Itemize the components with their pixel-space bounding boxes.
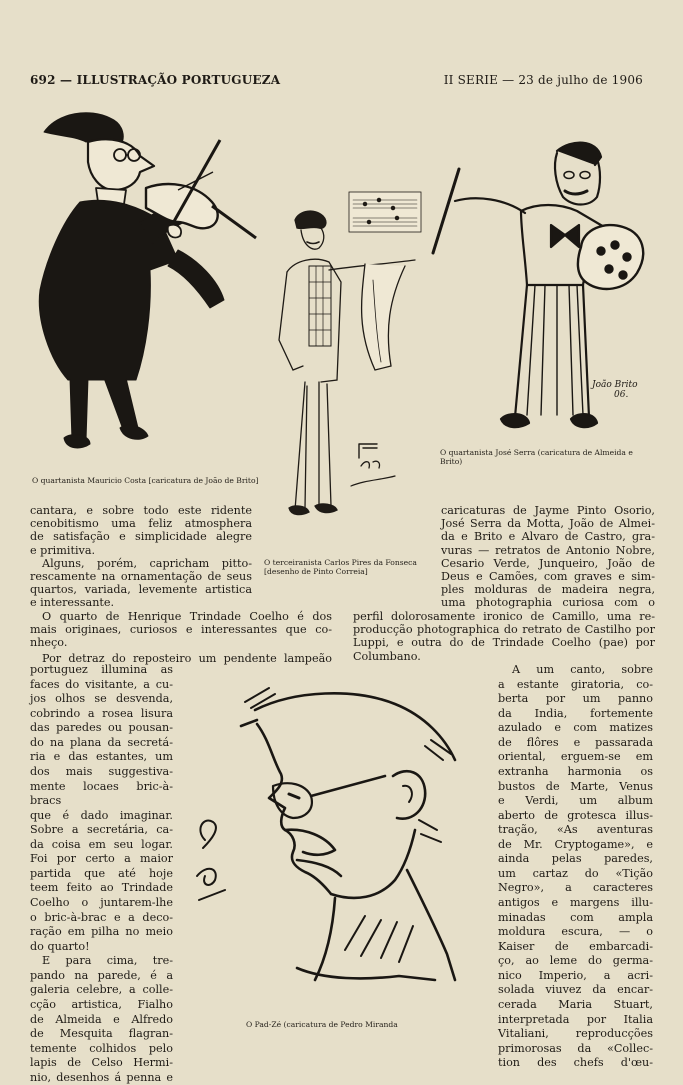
text-wide-paragraph: O quarto de Henrique Trindade Coelho é dos mais originaes, curiosos e interessantes que co- nheço. Por detraz do reposteiro um pendente lampeão [30,610,332,665]
pires-caricature [265,190,440,535]
brito-signature: João Brito 06. [592,380,638,400]
text-col-left-narrow: portuguez illumina as faces do visitante, a cu- jos olhos se desvenda, cobrindo a rosea lisura das paredes ou pousan- do na plana da secretá- ria e das estantes, um dos mais suggestiva- mente locaes bric-à-bracs que é dado imaginar. Sobre a secretária, ca- da coisa em seu logar. Foi por certo a maior partida que até hoje teem feito ao Trindade Coelho o juntarem-lhe o bric-à-brac e a deco- ração em pilha no meio do quarto! E para cima, tre- pando na parede, é a galeria celebre, a colle- cção artistica, Fialho de Almeida e Alfredo de Mesquita flagran- temente colhidos pelo lapis de Celso Hermi- nio, desenhos á penna e [30,663,173,1084]
text-col-left-top: cantara, e sobre todo este ridente cenobitismo uma feliz atmosphera de satisfação e simplicidade alegre e primitiva. Alguns, porém, capricham pitto- rescamente na ornamentação de seus quartos, variada, levemente artistica e interessante. [30,504,252,610]
running-title: 692 — ILLUSTRAÇÃO PORTUGUEZA [30,73,281,87]
costa-caption: O quartanista Mauricio Costa [caricatura de João de Brito] [32,476,259,485]
padze-caption: O Pad-Zé (caricatura de Pedro Miranda [246,1020,398,1029]
text-col-right-top: caricaturas de Jayme Pinto Osorio, José Serra da Motta, João de Almei- da e Brito e Alvaro de Castro, gra- vuras — retratos de Antonio Nobre, Cesario Verde, Junqueiro, João de Deus e Camões, com graves e sim- ples molduras de madeira negra, uma photographia curiosa com o [441,504,655,610]
costa-caricature [28,110,263,465]
issue-date: II SERIE — 23 de julho de 1906 [443,73,643,87]
padze-caricature [185,680,515,1010]
pires-caption: O terceiranista Carlos Pires da Fonseca [desenho de Pinto Correia] [264,558,417,576]
serra-caption: O quartanista José Serra (caricatura de Almeida e Brito) [440,448,633,466]
text-mid-wide: perfil dolorosamente ironico de Camillo, uma re- producção photographica do retrato de Castilho por Luppi, e outra do de Trindade Coelho (pae) por Columbano. [353,610,655,663]
text-col-right-narrow: A um canto, sobre a estante giratoria, co- berta por um panno da India, fortemente azulado e com matizes de flôres e passarada oriental, erguem-se em extranha harmonia os bustos de Marte, Venus e Verdi, um album aberto de grotesca illus- tração, «As aventuras de Mr. Cryptogame», e ainda pelas paredes, um cartaz do «Tição Negro», a caracteres antigos e margens illu- minadas com ampla moldura escura, — o Kaiser de embarcadi- ço, ao leme do germa- nico Imperio, a acri- solada viuvez da encar- cerada Maria Stuart, interpretada por Italia Vitaliani, reproducções primorosas da «Collec- tion des chefs d'œu- [498,663,653,1070]
